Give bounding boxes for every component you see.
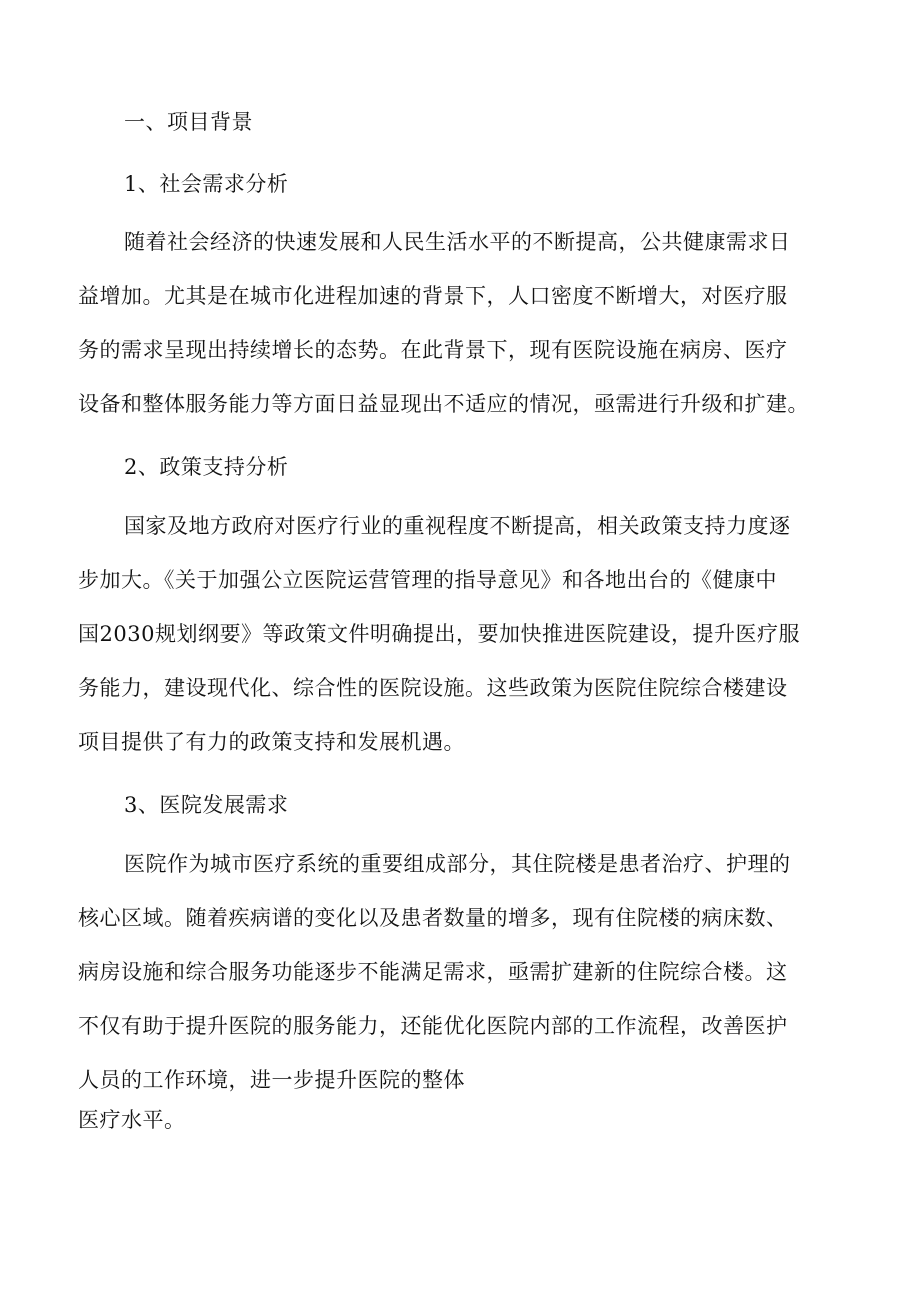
paragraph-line: 国2030规划纲要》等政策文件明确提出，要加快推进医院建设，提升医疗服 [78, 622, 800, 646]
section-heading: 一、项目背景 [124, 110, 253, 134]
paragraph-line: 务的需求呈现出持续增长的态势。在此背景下，现有医院设施在病房、医疗 [78, 338, 788, 362]
paragraph-line: 医院作为城市医疗系统的重要组成部分，其住院楼是患者治疗、护理的 [124, 852, 791, 876]
paragraph-line: 国家及地方政府对医疗行业的重视程度不断提高，相关政策支持力度逐 [124, 514, 791, 538]
paragraph-line: 核心区域。随着疾病谱的变化以及患者数量的增多，现有住院楼的病床数、 [78, 906, 788, 930]
subsection-heading-hospital-development: 3、医院发展需求 [124, 793, 289, 817]
paragraph-line: 人员的工作环境，进一步提升医院的整体 [78, 1068, 465, 1092]
paragraph-line: 益增加。尤其是在城市化进程加速的背景下，人口密度不断增大，对医疗服 [78, 284, 788, 308]
paragraph-line: 务能力，建设现代化、综合性的医院设施。这些政策为医院住院综合楼建设 [78, 676, 788, 700]
subsection-heading-policy-support: 2、政策支持分析 [124, 455, 289, 479]
paragraph-line: 随着社会经济的快速发展和人民生活水平的不断提高，公共健康需求日 [124, 230, 791, 254]
paragraph-line: 步加大。《关于加强公立医院运营管理的指导意见》和各地出台的《健康中 [78, 568, 777, 592]
paragraph-line: 医疗水平。 [78, 1108, 186, 1132]
paragraph-line: 设备和整体服务能力等方面日益显现出不适应的情况，亟需进行升级和扩建。 [78, 392, 809, 416]
paragraph-line: 项目提供了有力的政策支持和发展机遇。 [78, 730, 465, 754]
paragraph-line: 不仅有助于提升医院的服务能力，还能优化医院内部的工作流程，改善医护 [78, 1014, 788, 1038]
paragraph-line: 病房设施和综合服务功能逐步不能满足需求，亟需扩建新的住院综合楼。这 [78, 960, 788, 984]
subsection-heading-social-demand: 1、社会需求分析 [124, 172, 289, 196]
